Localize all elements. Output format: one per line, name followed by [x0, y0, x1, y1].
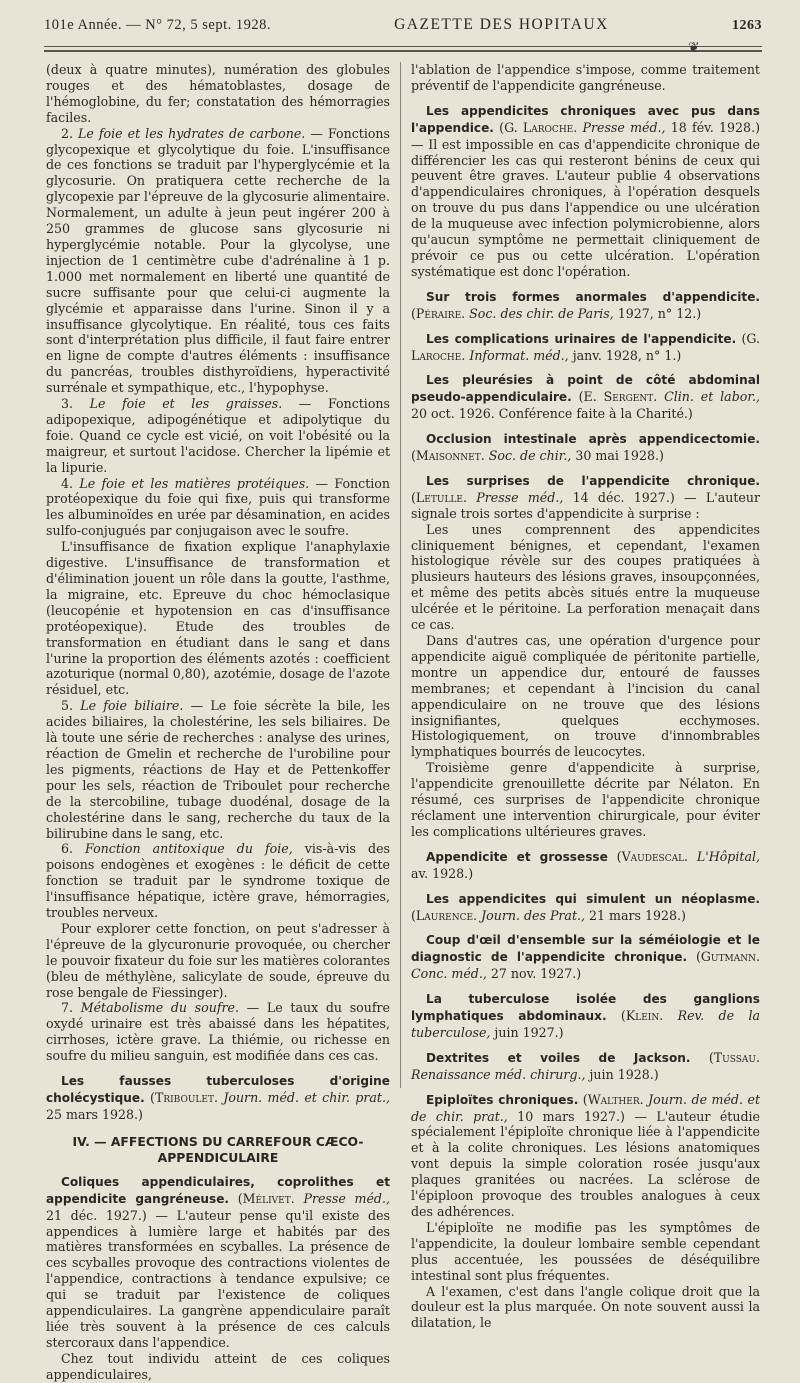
abstract-entry: Occlusion intestinale après appendicectomie. (Maisonnet. Soc. de chir., 30 mai 1928.)	[411, 432, 760, 464]
paragraph: l'ablation de l'appendice s'impose, comme traitement préventif de l'appendicite gangréneuse.	[411, 62, 760, 93]
abstract-heading: Appendicite et grossesse	[426, 849, 608, 864]
item-number: 2.	[61, 125, 79, 141]
item-number: 7.	[61, 1000, 81, 1016]
item-number: 3.	[61, 396, 90, 412]
cite-date: 1927, n° 12.)	[617, 305, 702, 321]
cite-date: 14 déc. 1927.)	[572, 489, 675, 505]
abstract-heading: Sur trois formes anormales d'appendicite.	[426, 289, 760, 304]
section-title	[46, 1134, 390, 1166]
cite-author: G. Laroche.	[411, 330, 760, 363]
paragraph: Troisième genre d'appendicite à surprise, l'appendicite grenouillette décrite par Nélaton. En résumé, ces surprises de l'appendicite chronique réclament une intervention chirurgicale, pour éviter les complications ultérieures graves.	[411, 760, 760, 839]
item-number: 6.	[61, 841, 86, 857]
abstract-heading: Coup d'œil d'ensemble sur la séméiologie et le diagnostic de l'appendicite chronique.	[411, 933, 760, 965]
item-title: Le foie et les matières protéiques.	[79, 475, 310, 491]
cite-date: janv. 1928, n° 1.)	[572, 347, 682, 363]
cite-date: 25 mars 1928.)	[46, 1106, 143, 1122]
ornament-icon: ❦	[688, 40, 700, 56]
paragraph	[46, 841, 390, 921]
abstract-heading: La tuberculose isolée des ganglions lymphatiques abdominaux.	[411, 992, 760, 1024]
cite-author: Klein.	[625, 1008, 664, 1024]
abstract-entry: Les surprises de l'appendicite chronique. (Letulle. Presse méd., 14 déc. 1927.) — L'auteur signale trois sortes d'appendicite à surprise :	[411, 473, 760, 521]
header-rule-thin	[44, 46, 762, 47]
abstract-heading: Coliques appendiculaires, coprolithes et appendicite gangréneuse.	[46, 1174, 390, 1206]
cite-journal: Presse méd.,	[303, 1190, 390, 1206]
cite-journal: Renaissance méd. chirurg.,	[411, 1066, 586, 1082]
cite-date: 20 oct. 1926. Conférence faite à la Charité.)	[411, 406, 693, 422]
cite-author: Letulle.	[415, 489, 467, 505]
abstract-text: — L'auteur pense qu'il existe des appendices à lumière large et habités par des matières transformées en scyballes. La présence de ces scyballes provoque des contractions violentes de l'appendice, contractions à tendance expulsive; ce qui se traduit par l'existence de coliques appendiculaires. La gangrène appendiculaire paraît liée très souvent à la présence de ces calculs stercoraux dans l'appendice.	[46, 1207, 390, 1350]
paragraph: L'insuffisance de fixation explique l'anaphylaxie digestive. L'insuffisance de transformation et d'élimination jouent un rôle dans la goutte, l'asthme, la migraine, etc. Epreuve du choc hémoclasique (leucopénie et hypotension en cas d'insuffisance protéopexique). Etude des troubles de transformation en étudiant dans le sang et dans l'urine la proportion des éléments azotés : coefficient azoturique (normal 0,80), azotémie, dosage de l'azote résiduel, etc.	[46, 539, 390, 698]
abstract-entry: Appendicite et grossesse (Vaudescal. L'Hôpital, av. 1928.)	[411, 848, 760, 881]
cite-author: Péraire.	[415, 305, 466, 321]
paragraph	[46, 1000, 390, 1064]
cite-journal: Clin. et labor.,	[664, 389, 760, 405]
cite-author: Gutmann.	[700, 949, 760, 965]
paragraph	[46, 396, 390, 476]
abstract-text: — Il est impossible en cas d'appendicite chronique de différencier les cas qui resteront bénins de ceux qui peuvent être graves. L'auteur publie 4 observations d'appendiculaires chroniques, à l'opération desquels on trouve du pus dans l'appendice ou une ulcération de la muqueuse avec infection polymicrobienne, alors qu'aucun symptôme ne permettait cliniquement de prévoir ce pus ou cette ulcération. L'opération systématique est donc l'opération.	[411, 136, 760, 279]
abstract-heading: Epiploïtes chroniques.	[426, 1092, 579, 1107]
abstract-entry: Les complications urinaires de l'appendicite. (G. Laroche. Informat. méd., janv. 1928, n° 1.)	[411, 330, 760, 363]
paragraph: L'épiploïte ne modifie pas les symptômes de l'appendicite, la douleur lombaire semble cependant plus accentuée, les poussées de déséquilibre intestinal sont plus fréquentes.	[411, 1219, 760, 1283]
header-rule-thick	[44, 50, 762, 52]
cite-author: Vaudescal.	[621, 848, 689, 864]
item-number: 5.	[61, 698, 81, 714]
cite-journal: Soc. de chir.,	[488, 448, 572, 464]
cite-date: 21 mars 1928.)	[589, 907, 686, 923]
abstract-heading: Les pleurésies à point de côté abdominal pseudo-appendiculaire.	[411, 373, 760, 405]
cite-author: Tussau.	[713, 1049, 760, 1065]
item-text: — Fonctions glycopexique et glycolytique du foie. L'insuffisance de ces fonctions se traduit par l'hyperglycémie et la glycosurie. On pratiquera cette recherche de la glycopexie par l'épreuve de la glycosurie alimentaire. Normalement, un adulte à jeun peut ingérer 200 à 250 grammes de glucose sans glycosurie ni hyperglycémie notable. Pour la glycolyse, une injection de 1 centimètre cube d'adrénaline à 1 p. 1.000 met normalement en liberté une quantité de sucre suffisante pour que celui-ci augmente la glycémie et apparaisse dans l'urine. Sinon il y a insuffisance glycolytique. En réalité, tous ces faits sont d'interprétation plus difficile, il faut faire entrer en ligne de compte d'autres éléments : insuffisance du pancréas, troubles disthyroïdiens, hyperactivité surrénale et sympathique, etc., l'hypophyse.	[46, 125, 390, 396]
abstract-entry: Les appendicites qui simulent un néoplasme. (Laurence. Journ. des Prat., 21 mars 1928.)	[411, 891, 760, 923]
abstract-heading: Les appendicites chroniques avec pus dans l'appendice.	[411, 103, 760, 135]
abstract-heading: Les complications urinaires de l'appendicite.	[426, 331, 737, 346]
abstract-heading: Dextrites et voiles de Jackson.	[426, 1050, 691, 1065]
item-text: vis-à-vis des poisons endogènes et exogènes : le déficit de cette fonction se traduit par le syndrome toxique de l'insuffisance hépatique, ictère grave, hémorragies, troubles nerveux.	[46, 841, 390, 921]
cite-journal: Soc. des chir. de Paris,	[469, 305, 614, 321]
cite-author: G. Laroche.	[504, 119, 578, 135]
issue-info: 101e Année. — N° 72, 5 sept. 1928.	[44, 17, 271, 33]
cite-date: juin 1928.)	[589, 1066, 659, 1082]
item-title: Métabolisme du soufre.	[80, 1000, 239, 1016]
page-header	[44, 16, 762, 44]
item-text: — Fonctions adipopexique, adipogénétique et adipolytique du foie. Quand ce cycle est vicié, on voit l'obésité ou la maigreur, et surtout l'acidose. Chercher la lipémie et la lipurie.	[46, 396, 390, 475]
cite-author: Mélivet.	[242, 1190, 295, 1206]
item-text: — Le taux du soufre oxydé urinaire est très abaissé dans les hépatites, cirrhoses, ictère grave. La thiémie, ou richesse en soufre du milieu sanguin, est modifiée dans ces cas.	[46, 1000, 390, 1064]
cite-date: 10 mars 1927.)	[517, 1108, 625, 1124]
paragraph: Dans d'autres cas, une opération d'urgence pour appendicite aiguë compliquée de péritonite partielle, montre un appendice dur, entouré de fausses membranes; et cependant à l'incision du canal appendiculaire on ne trouve que des lésions insignifiantes, quelques ecchymoses. Histologiquement, on trouve d'innombrables lymphatiques bourrés de leucocytes.	[411, 633, 760, 760]
cite-author: Triboulet.	[154, 1090, 218, 1105]
cite-journal: L'Hôpital,	[696, 848, 760, 864]
cite-date: 30 mai 1928.)	[575, 448, 664, 464]
cite-journal: Presse méd.,	[582, 119, 666, 135]
section-title-line: APPENDICULAIRE	[157, 1149, 279, 1165]
paragraph: Pour explorer cette fonction, on peut s'adresser à l'épreuve de la glycuronurie provoquée, ou chercher le pouvoir fixateur du foie sur les matières colorantes (bleu de méthylène, salicylate de soude, épreuve du rose bengale de Fiessinger).	[46, 920, 390, 1000]
abstract-heading: Les appendicites qui simulent un néoplasme.	[426, 891, 760, 906]
item-title: Le foie et les hydrates de carbone.	[78, 125, 306, 141]
section-title-line: IV. — AFFECTIONS DU CARREFOUR CÆCO-	[72, 1133, 364, 1149]
cite-journal: Conc. méd.,	[411, 966, 487, 982]
abstract-entry: Coliques appendiculaires, coprolithes et appendicite gangréneuse. (Mélivet. Presse méd., 21 déc. 1927.) — L'auteur pense qu'il existe des appendices à lumière large et habités par des matières transformées en scyballes. La présence de ces scyballes provoque des contractions violentes de l'appendice, contractions à tendance expulsive; ce qui se traduit par l'existence de coliques appendiculaires. La gangrène appendiculaire paraît liée très souvent à la présence de ces calculs stercoraux dans l'appendice.	[46, 1174, 390, 1350]
item-title: Fonction antitoxique du foie,	[85, 841, 293, 857]
abstract-entry: Dextrites et voiles de Jackson. (Tussau. Renaissance méd. chirurg., juin 1928.)	[411, 1049, 760, 1082]
cite-journal: Journ. des Prat.,	[481, 907, 586, 923]
abstract-entry: Epiploïtes chroniques. (Walther. Journ. de méd. et de chir. prat., 10 mars 1927.) — L'auteur étudie spécialement l'épiploïte chronique liée à l'appendicite et à la colite chroniques. Les lésions anatomiques vont depuis la simple coloration rosée jusqu'aux plaques granitées ou nacrées. La sclérose de l'épiploon provoque des troubles analogues à ceux des adhérences.	[411, 1091, 761, 1219]
cite-journal: Rev. de la tuberculose,	[411, 1008, 760, 1040]
left-column	[46, 62, 390, 1383]
cite-author: Laurence.	[415, 907, 478, 923]
abstract-heading: Les fausses tuberculoses d'origine cholécystique.	[46, 1074, 390, 1105]
cite-journal: Journ. de méd. et de chir. prat.,	[411, 1091, 761, 1124]
cite-date: 18 fév. 1928.)	[670, 119, 760, 135]
journal-title: GAZETTE DES HOPITAUX	[394, 16, 609, 33]
cite-journal: Presse méd.,	[476, 489, 564, 505]
item-text: — Le foie sécrète la bile, les acides biliaires, la cholestérine, les sels biliaires. De là toute une série de recherches : analyse des urines, réaction de Gmelin et recherche de l'urobiline pour les pigments, réactions de Hay et de Pettenkoffer pour les sels, réaction de Triboulet pour recherche de la stercobiline, tubage duodénal, dosage de la cholestérine dans le sang, recherche du taux de la bilirubine dans le sang, etc.	[46, 698, 390, 841]
column-divider	[400, 62, 401, 1088]
abstract-text: — L'auteur signale trois sortes d'appendicite à surprise :	[411, 489, 760, 521]
page-number: 1263	[731, 18, 762, 33]
paragraph: Les unes comprennent des appendicites cliniquement bénignes, et cependant, l'examen histologique révèle sur des coupes pratiquées à plusieurs hauteurs des lésions graves, insoupçonnées, et même des petits abcès situés entre la muqueuse ulcérée et le péritoine. La perforation menaçait dans ce cas.	[411, 521, 760, 633]
paragraph	[46, 126, 390, 396]
right-column	[411, 62, 760, 1331]
item-number: 4.	[61, 475, 80, 491]
paragraph: A l'examen, c'est dans l'angle colique droit que la douleur est la plus marquée. On note souvent aussi la dilatation, le	[411, 1283, 760, 1331]
cite-journal: Journ. méd. et chir. prat.,	[223, 1090, 390, 1105]
cite-author: E. Sergent.	[583, 389, 658, 405]
cite-date: 21 déc. 1927.)	[46, 1207, 147, 1223]
paragraph: Chez tout individu atteint de ces coliques appendiculaires,	[46, 1350, 390, 1382]
cite-author: Maisonnet.	[415, 448, 485, 464]
abstract-heading: Les surprises de l'appendicite chronique.	[426, 473, 760, 488]
paragraph	[46, 476, 390, 540]
abstract-entry: Les fausses tuberculoses d'origine cholécystique. (Triboulet. Journ. méd. et chir. prat., 25 mars 1928.)	[46, 1074, 390, 1122]
abstract-entry: Les pleurésies à point de côté abdominal pseudo-appendiculaire. (E. Sergent. Clin. et labor., 20 oct. 1926. Conférence faite à la Charité.)	[411, 373, 760, 422]
item-title: Le foie biliaire.	[80, 698, 184, 714]
cite-journal: Informat. méd.,	[469, 347, 569, 363]
abstract-entry: Les appendicites chroniques avec pus dans l'appendice. (G. Laroche. Presse méd., 18 fév. 1928.) — Il est impossible en cas d'appendicite chronique de différencier les cas qui resteront bénins de ceux qui peuvent être graves. L'auteur publie 4 observations d'appendiculaires chroniques, à l'opération desquels on trouve du pus dans l'appendice ou une ulcération de la muqueuse avec infection polymicrobienne, alors qu'aucun symptôme ne permettait cliniquement de prévoir ce pus ou cette ulcération. L'opération systématique est donc l'opération.	[411, 103, 760, 279]
cite-date: 27 nov. 1927.)	[490, 966, 582, 982]
abstract-entry: Coup d'œil d'ensemble sur la séméiologie et le diagnostic de l'appendicite chronique. (Gutmann. Conc. méd., 27 nov. 1927.)	[411, 933, 760, 982]
abstract-entry: Sur trois formes anormales d'appendicite. (Péraire. Soc. des chir. de Paris, 1927, n° 12.)	[411, 289, 760, 321]
paragraph: (deux à quatre minutes), numération des globules rouges et des hématoblastes, dosage de l'hémoglobine, du fer; constatation des hémorragies faciles.	[46, 62, 390, 125]
item-text: — Fonction protéopexique du foie qui fixe, puis qui transforme les albuminoïdes en urée par désamination, en acides sulfo-conjugués par conjugaison avec le soufre.	[46, 475, 390, 539]
abstract-text: — L'auteur étudie spécialement l'épiploïte chronique liée à l'appendicite et à la colite chroniques. Les lésions anatomiques vont depuis la simple coloration rosée jusqu'aux plaques granitées ou nacrées. La sclérose de l'épiploon provoque des troubles analogues à ceux des adhérences.	[411, 1108, 760, 1219]
cite-date: juin 1927.)	[494, 1024, 564, 1040]
cite-date: av. 1928.)	[411, 865, 474, 881]
abstract-entry: La tuberculose isolée des ganglions lymphatiques abdominaux. (Klein. Rev. de la tuberculose, juin 1927.)	[411, 992, 760, 1040]
paragraph	[46, 698, 390, 841]
item-title: Le foie et les graisses.	[89, 396, 283, 412]
abstract-heading: Occlusion intestinale après appendicectomie.	[426, 432, 760, 447]
cite-author: Walther.	[587, 1091, 644, 1107]
